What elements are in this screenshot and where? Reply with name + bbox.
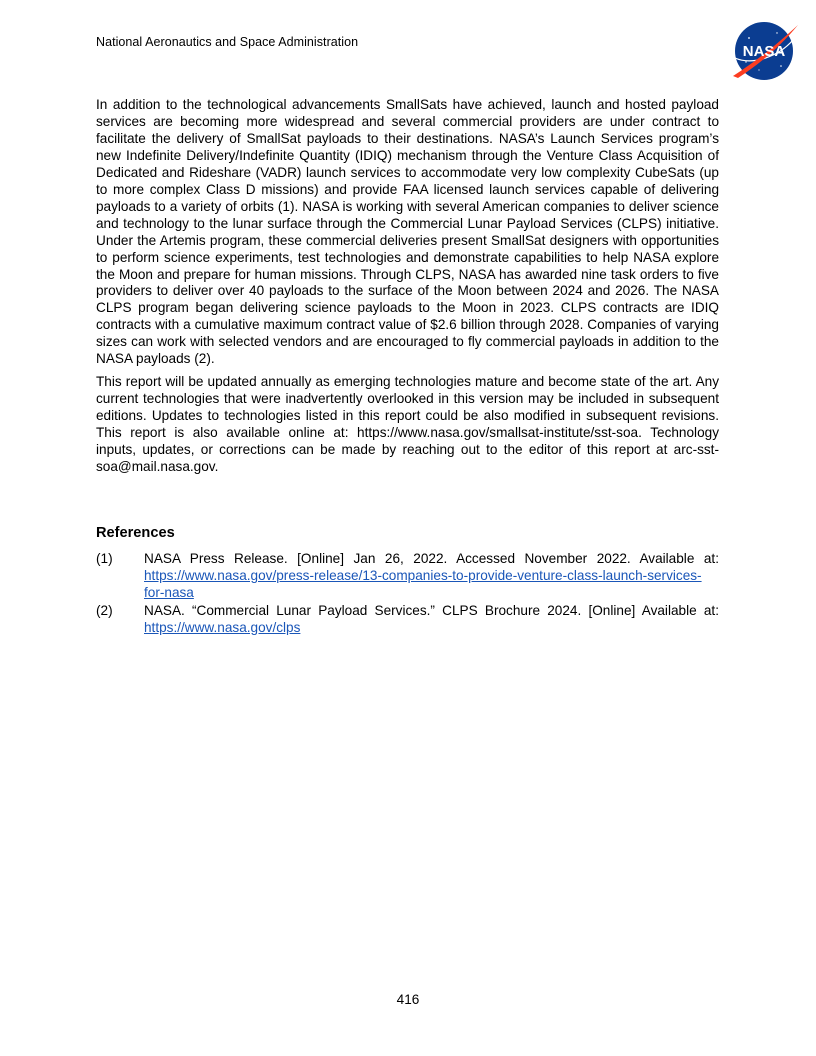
body-text bbox=[96, 97, 719, 476]
reference-number: (1) bbox=[96, 551, 113, 566]
header-org-name: National Aeronautics and Space Administration bbox=[96, 35, 359, 49]
references-heading: References bbox=[96, 525, 175, 541]
reference-item-2 bbox=[96, 603, 719, 637]
reference-citation: NASA Press Release. [Online] Jan 26, 2022. Accessed November 2022. Available at: bbox=[144, 551, 719, 566]
reference-text bbox=[144, 603, 719, 637]
page-number: 416 bbox=[396, 992, 420, 1007]
paragraph-report-updates: This report will be updated annually as emerging technologies mature and become state of the art. Any current technologies that were inadvertently overlooked in this version may be included in subsequent editions. Updates to technologies listed in this report could be also modified in subsequent revisions. This report is also available online at: https://www.nasa.gov/smallsat-institute/sst-soa. Technology inputs, updates, or corrections can be made by reaching out to the editor of this report at arc-sst-soa@mail.nasa.gov. bbox=[96, 374, 719, 475]
reference-link-1[interactable]: https://www.nasa.gov/press-release/13-companies-to-provide-venture-class-launch-services-for-nasa bbox=[144, 567, 702, 600]
reference-text bbox=[144, 551, 719, 602]
nasa-logo-icon bbox=[729, 20, 799, 82]
reference-list bbox=[96, 551, 719, 638]
reference-number: (2) bbox=[96, 602, 113, 618]
reference-link-2[interactable]: https://www.nasa.gov/clps bbox=[144, 619, 301, 635]
paragraph-launch-services: In addition to the technological advancements SmallSats have achieved, launch and hosted payload services are becoming more widespread and several commercial providers are under contract to facilitate the delivery of SmallSat payloads to their destinations. NASA’s Launch Services program’s new Indefinite Delivery/Indefinite Quantity (IDIQ) mechanism through the Venture Class Acquisition of Dedicated and Rideshare (VADR) launch services to accommodate very low complexity CubeSats (up to more complex Class D missions) and provide FAA licensed launch services capable of delivering payloads to a variety of orbits (1). NASA is working with several American companies to deliver science and technology to the lunar surface through the Commercial Lunar Payload Services (CLPS) initiative. Under the Artemis program, these commercial deliveries present SmallSat designers with opportunities to perform science experiments, test technologies and demonstrate capabilities to help NASA explore the Moon and prepare for human missions. Through CLPS, NASA has awarded nine task orders to five providers to deliver over 40 payloads to the surface of the Moon between 2024 and 2026. The NASA CLPS program began delivering science payloads to the Moon in 2023. CLPS contracts are IDIQ contracts with a cumulative maximum contract value of $2.6 billion through 2028. Companies of varying sizes can work with selected vendors and are encouraged to fly commercial payloads in addition to the NASA payloads (2). bbox=[96, 97, 719, 367]
logo-text: NASA bbox=[742, 43, 786, 60]
reference-item-1 bbox=[96, 551, 719, 602]
reference-citation: NASA. “Commercial Lunar Payload Services.” CLPS Brochure 2024. [Online] Available at: bbox=[144, 602, 719, 618]
